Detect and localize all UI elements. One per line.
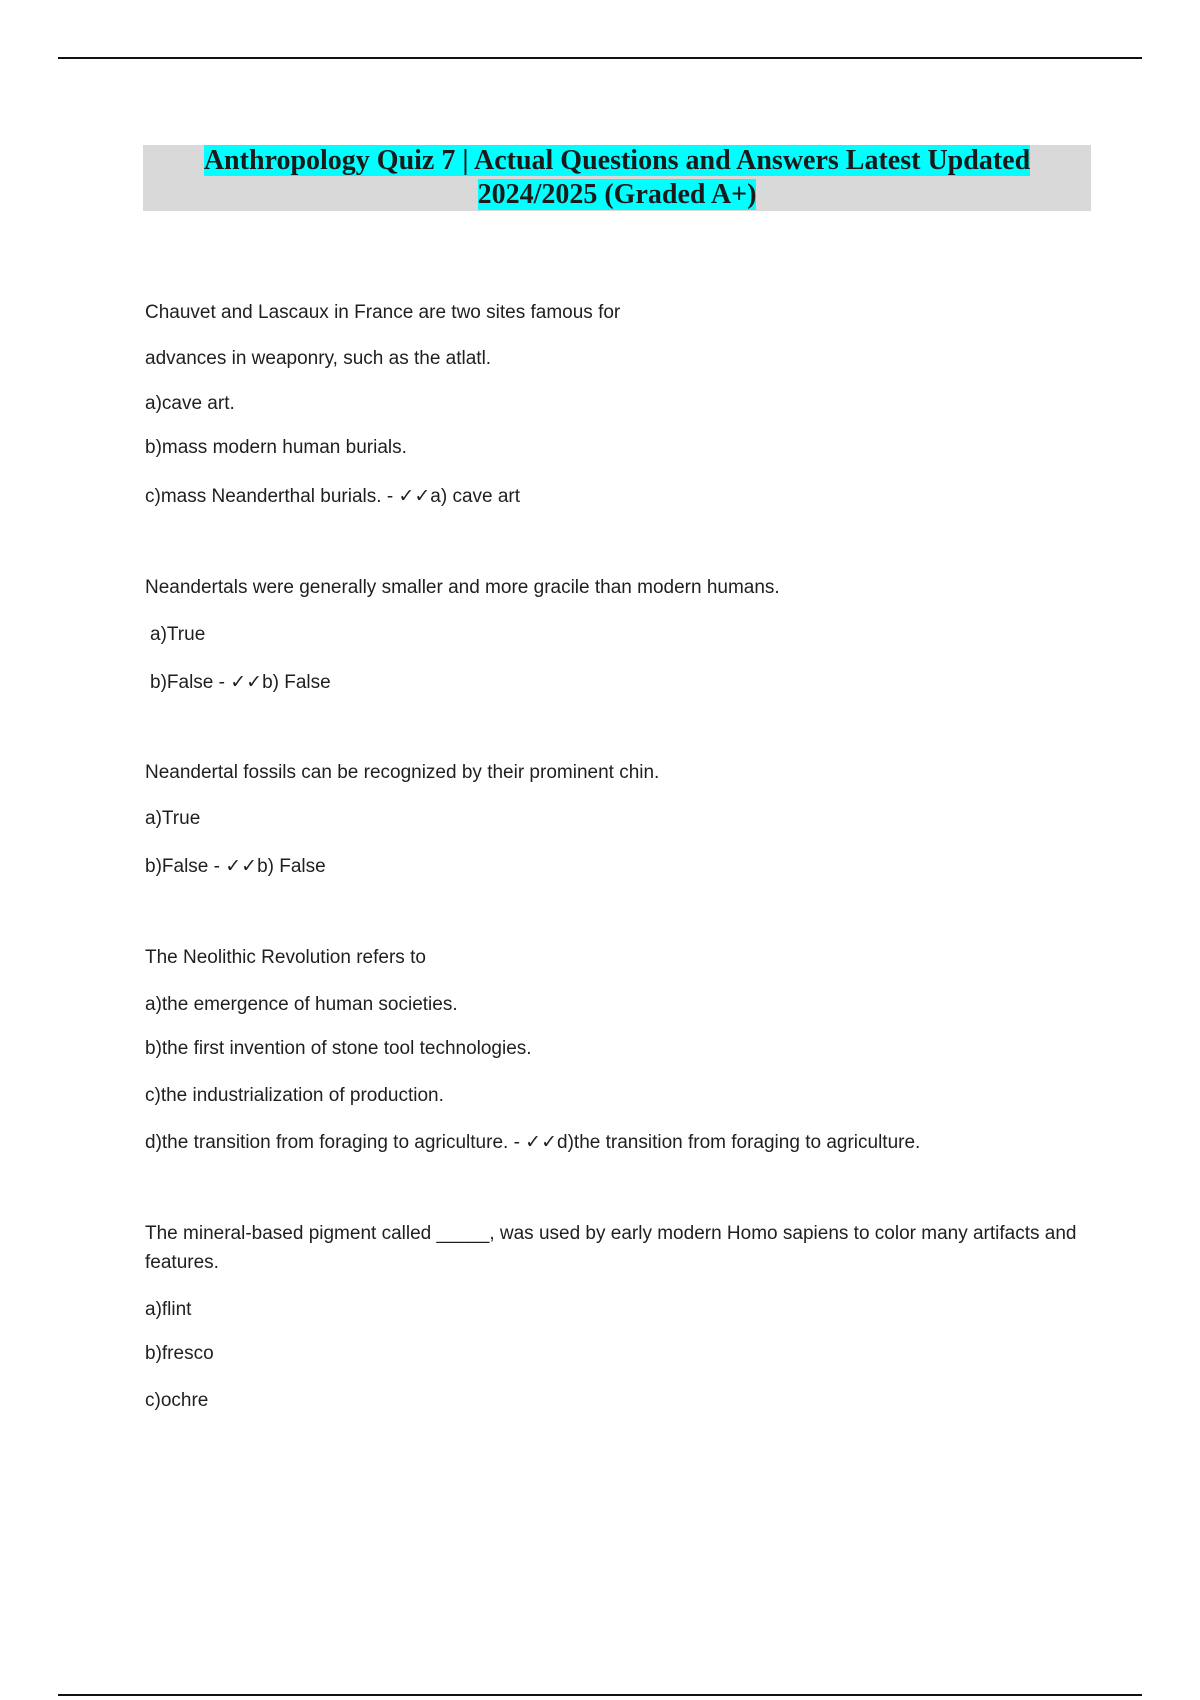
question-2-text: Neandertals were generally smaller and more gracile than modern humans. [145,577,780,598]
question-4-option-c: c)the industrialization of production. [145,1085,444,1106]
top-rule [58,57,1142,59]
question-5-text: The mineral-based pigment called _____, was used by early modern Homo sapiens to color many artifacts and features. [145,1223,1077,1273]
question-5-option-a: a)flint [145,1299,192,1320]
question-3-option-a: a)True [145,808,201,829]
question-1-text: Chauvet and Lascaux in France are two sites famous for [145,302,621,323]
question-4-text: The Neolithic Revolution refers to [145,947,426,968]
question-1-option-b: b)mass modern human burials. [145,437,407,458]
question-4-option-a: a)the emergence of human societies. [145,994,458,1015]
question-3-text: Neandertal fossils can be recognized by their prominent chin. [145,762,660,783]
title-banner [143,145,1091,211]
question-1-line-2: advances in weaponry, such as the atlatl. [145,348,492,369]
question-1-option-c-answer: c)mass Neanderthal burials. - ✓✓a) cave art [145,486,521,507]
bottom-rule [58,1694,1142,1696]
title-line-2: 2024/2025 (Graded A+) [477,179,757,210]
question-2-option-b-answer: b)False - ✓✓b) False [150,672,331,693]
question-1-option-a: a)cave art. [145,393,235,414]
title-line-1: Anthropology Quiz 7 | Actual Questions and Answers Latest Updated [203,145,1031,176]
question-3-option-b-answer: b)False - ✓✓b) False [145,856,326,877]
question-4-option-b: b)the first invention of stone tool technologies. [145,1038,532,1059]
question-5-option-c: c)ochre [145,1390,209,1411]
question-4-option-d-answer: d)the transition from foraging to agriculture. - ✓✓d)the transition from foraging to agriculture. [145,1132,921,1153]
document-title [177,144,1057,212]
question-5-option-b: b)fresco [145,1343,214,1364]
question-2-option-a: a)True [150,624,206,645]
